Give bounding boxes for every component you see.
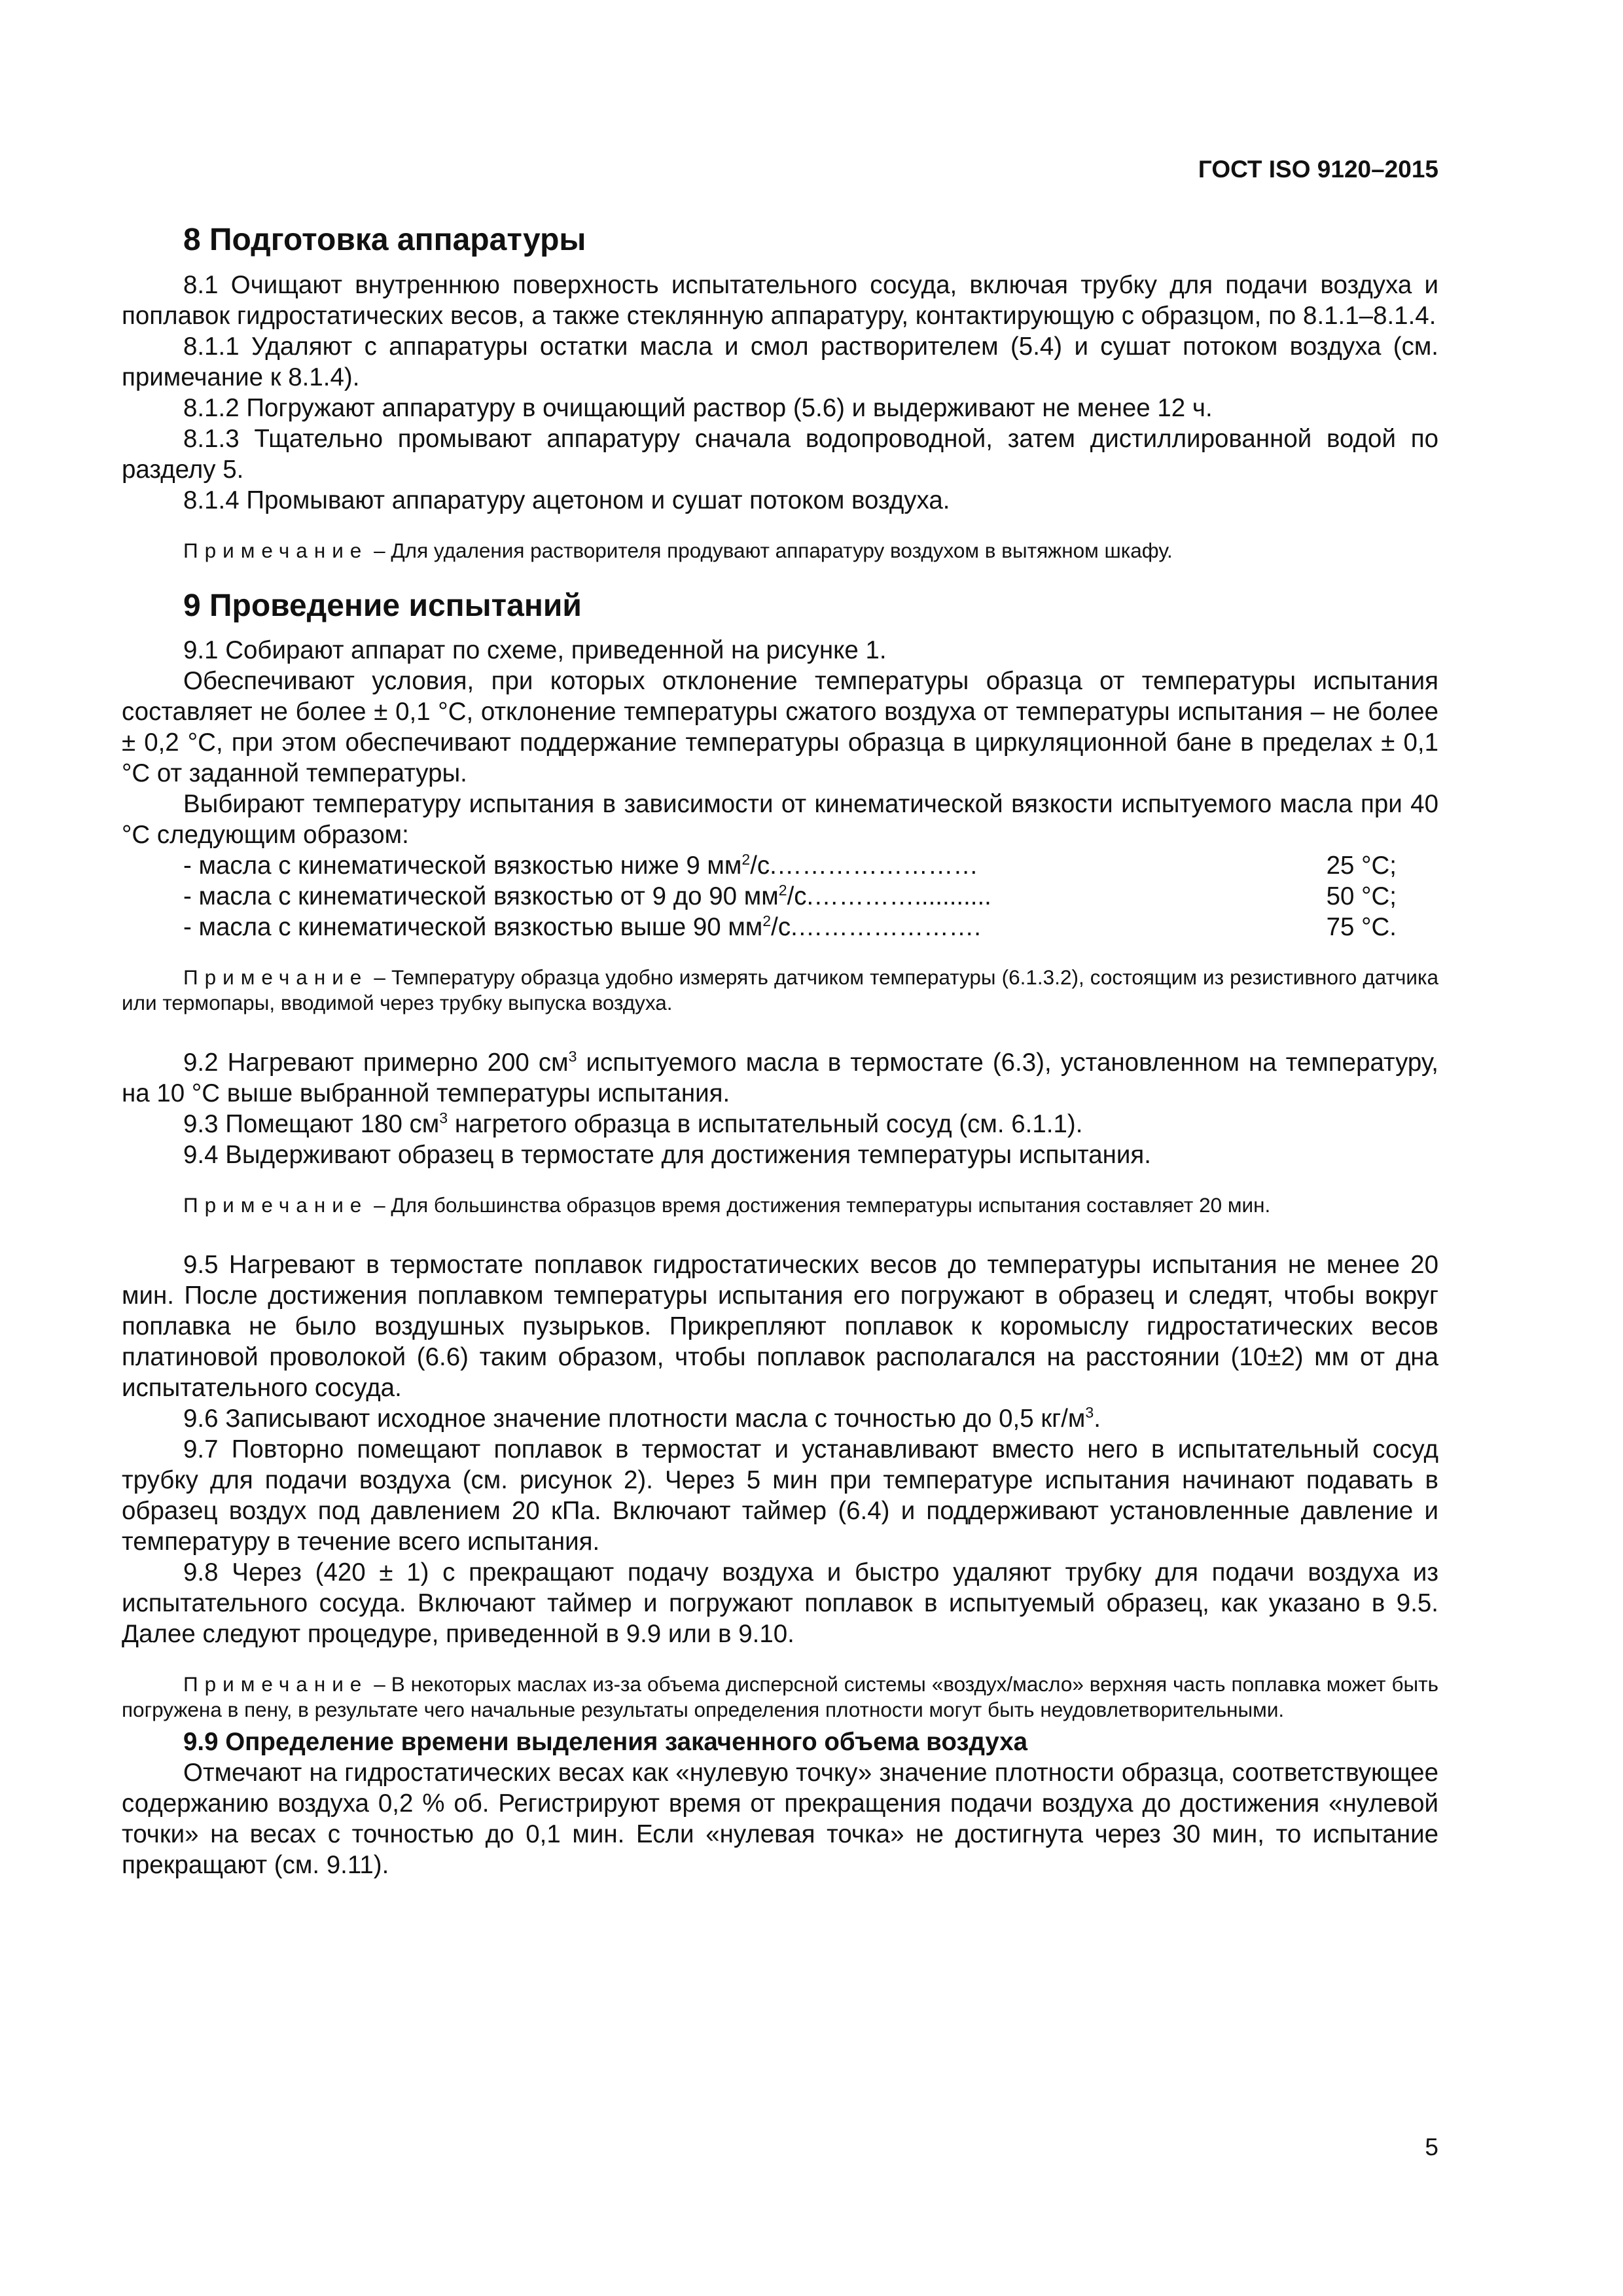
paragraph-9-1: 9.1 Собирают аппарат по схеме, приведенной на рисунке 1. bbox=[183, 636, 887, 665]
page-content bbox=[122, 221, 1438, 1880]
paragraph-9-8: 9.8 Через (420 ± 1) с прекращают подачу воздуха и быстро удаляют трубку для подачи воздуха из испытательного сосуда. Включают таймер и погружают поплавок в испытуемый образец, как указано в 9.5. Далее следуют процедуре, приведенной в 9.9 или в 9.10. bbox=[122, 1558, 1438, 1649]
paragraph-9-1-conditions: Обеспечивают условия, при которых отклонение температуры образца от температуры испытания составляет не более ± 0,1 °С, отклонение температуры сжатого воздуха от температуры испытания – не более ± 0,2 °С, при этом обеспечивают поддержание температуры образца в циркуляционной бане в пределах ± 0,1 °С от заданной температуры. bbox=[122, 667, 1438, 788]
note-9-4: Примечание – Для большинства образцов время достижения температуры испытания составляет 20 мин. bbox=[183, 1193, 1271, 1217]
paragraph-9-4: 9.4 Выдерживают образец в термостате для достижения температуры испытания. bbox=[183, 1141, 1151, 1170]
list-item-value: 25 °С; bbox=[1326, 852, 1397, 880]
note-8 bbox=[122, 538, 1438, 564]
paragraph-9-9: Отмечают на гидростатических весах как «нулевую точку» значение плотности образца, соответствующее содержанию воздуха 0,2 % об. Регистрируют время от прекращения подачи воздуха до достижения «нулевой точки» на весах с точностью до 0,1 мин. Если «нулевая точка» не достигнута через 30 мин, то испытание прекращают (см. 9.11). bbox=[122, 1759, 1438, 1880]
paragraph-8-1: 8.1 Очищают внутреннюю поверхность испытательного сосуда, включая трубку для подачи воздуха и поплавок гидростатических весов, а также стеклянную аппаратуру, контактирующую с образцом, по 8.1.1–8.1.4. bbox=[122, 270, 1438, 330]
viscosity-list bbox=[122, 850, 1438, 942]
paragraph-8-1-1: 8.1.1 Удаляют с аппаратуры остатки масла и смол растворителем (5.4) и сушат потоком воздуха (см. примечание к 8.1.4). bbox=[122, 332, 1438, 391]
paragraph-8-1-4: 8.1.4 Промывают аппаратуру ацетоном и сушат потоком воздуха. bbox=[183, 486, 950, 514]
section-8-title: 8 Подготовка аппаратуры bbox=[183, 223, 586, 257]
note-label: Примечание bbox=[183, 538, 368, 562]
paragraph-9-1-temperature: Выбирают температуру испытания в зависимости от кинематической вязкости испытуемого масла при 40 °С следующим образом: bbox=[122, 790, 1438, 850]
paragraph-9-5: 9.5 Нагревают в термостате поплавок гидростатических весов до температуры испытания не менее 20 мин. После достижения поплавком температуры испытания его погружают в образец и следят, чтобы вокруг поплавка не было воздушных пузырьков. Прикрепляют поплавок к коромыслу гидростатических весов платиновой проволокой (6.6) таким образом, чтобы поплавок располагался на расстоянии (10±2) мм от дна испытательного сосуда. bbox=[122, 1251, 1438, 1403]
paragraph-9-2: 9.2 Нагревают примерно 200 $см^3$ испытуемого масла в термостате (6.3), установленном на температуру, на 10 °С выше выбранной температуры испытания. bbox=[122, 1048, 1439, 1108]
paragraph-9-7: 9.7 Повторно помещают поплавок в термостат и устанавливают вместо него в испытательный сосуд трубку для подачи воздуха (см. рисунок 2). Через 5 мин при температуре испытания начинают подавать в образец воздух под давлением 20 кПа. Включают таймер (6.4) и поддерживают установленные давление и температуру в течение всего испытания. bbox=[122, 1435, 1438, 1556]
page-number: 5 bbox=[1425, 2134, 1438, 2161]
note-9-1: Примечание – Температуру образца удобно измерять датчиком температуры (6.1.3.2), состоящим из резистивного датчика или термопары, вводимой через трубку выпуска воздуха. bbox=[122, 965, 1438, 1015]
note-text: – Для удаления растворителя продувают аппаратуру воздухом в вытяжном шкафу. bbox=[368, 538, 1173, 562]
list-item: - масла с кинематической вязкостью от 9 до 90 $мм^2/с.\dots\dots\dots\dots$........... 50 °С; bbox=[183, 882, 1397, 911]
subsection-9-9-title: 9.9 Определение времени выделения закаченного объема воздуха bbox=[183, 1728, 1028, 1757]
list-item: - масла с кинематической вязкостью выше 90 $мм^2/с.\dots\dots\dots\dots\dots\dots\dots$. 75 °С. bbox=[183, 912, 1397, 942]
paragraph-8-1-2: 8.1.2 Погружают аппаратуру в очищающий раствор (5.6) и выдерживают не менее 12 ч. bbox=[183, 393, 1213, 422]
paragraph-8-1-3: 8.1.3 Тщательно промывают аппаратуру сначала водопроводной, затем дистиллированной водой по разделу 5. bbox=[122, 424, 1438, 484]
paragraph-9-3: 9.3 Помещают 180 $см^3$ нагретого образца в испытательный сосуд (см. 6.1.1). bbox=[183, 1109, 1083, 1139]
standard-code-header: ГОСТ ISO 9120–2015 bbox=[1198, 156, 1438, 183]
note-9-8: Примечание – В некоторых маслах из-за объема дисперсной системы «воздух/масло» верхняя часть поплавка может быть погружена в пену, в результате чего начальные результаты определения плотности могут быть неудовлетворительными. bbox=[122, 1672, 1438, 1722]
list-item-value: 50 °С; bbox=[1326, 882, 1397, 911]
list-item: - масла с кинематической вязкостью ниже 9 $мм^2/с.\dots\dots\dots\dots\dots\dots\dots\dots$ 25 °С; bbox=[183, 851, 1397, 880]
list-item-value: 75 °С. bbox=[1326, 913, 1397, 942]
paragraph-9-6: 9.6 Записывают исходное значение плотности масла с точностью до 0,5 $кг/м^3$. bbox=[183, 1404, 1101, 1433]
section-9-title: 9 Проведение испытаний bbox=[183, 588, 582, 623]
